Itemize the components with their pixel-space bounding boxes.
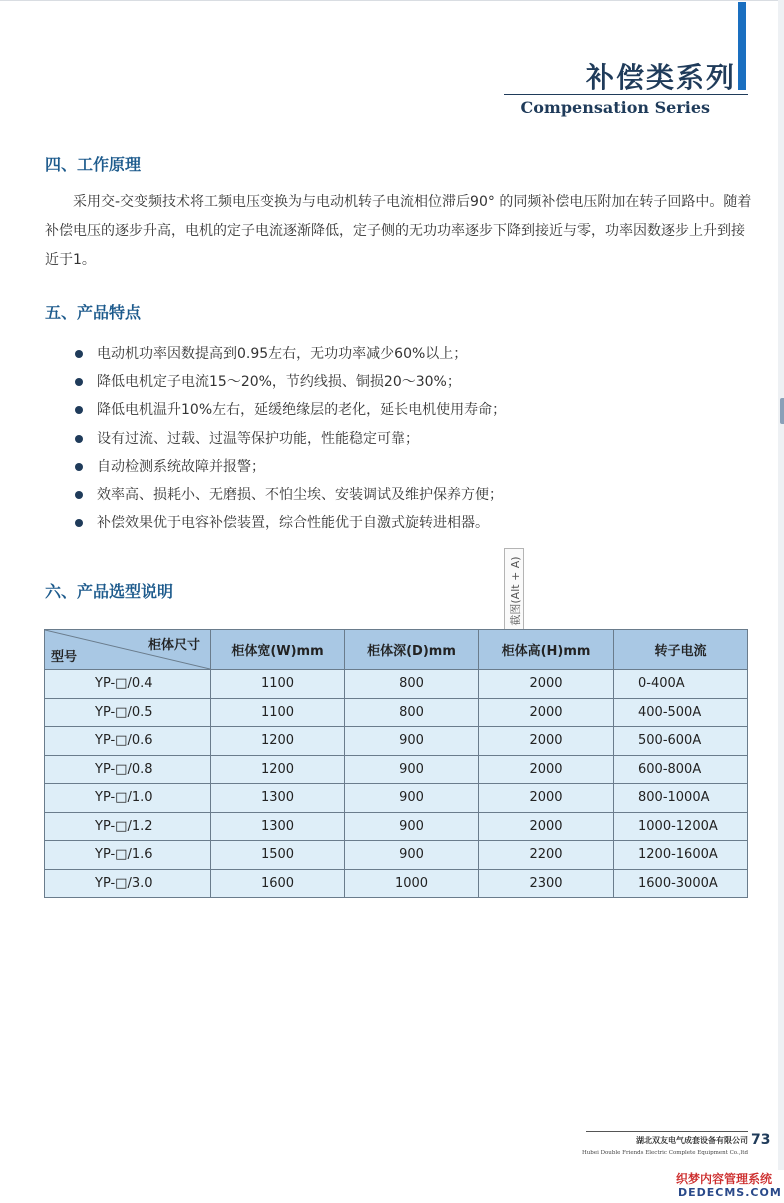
cell-model: YP-□/0.6 bbox=[45, 727, 211, 756]
top-border bbox=[0, 0, 784, 1]
feature-text: 效率高、损耗小、无磨损、不怕尘埃、安装调试及维护保养方便； bbox=[97, 486, 503, 503]
cell-height: 2000 bbox=[479, 784, 614, 813]
cell-model: YP-□/1.2 bbox=[45, 812, 211, 841]
table-row bbox=[45, 869, 748, 898]
cell-depth: 900 bbox=[345, 812, 479, 841]
header-depth: 柜体深(D)mm bbox=[345, 630, 479, 670]
cell-rotor-current: 1200-1600A bbox=[614, 841, 748, 870]
cell-rotor-current: 800-1000A bbox=[614, 784, 748, 813]
watermark-en: DEDECMS.COM bbox=[678, 1186, 782, 1199]
cell-depth: 800 bbox=[345, 670, 479, 699]
right-page-edge bbox=[778, 0, 784, 1203]
working-principle-paragraph: 采用交-交变频技术将工频电压变换为与电动机转子电流相位滞后90° 的同频补偿电压附加在转子回路中。随着补偿电压的逐步升高，电机的定子电流逐渐降低，定子侧的无功功率逐步下降到接近与零，功率因数逐步上升到接近于1。 bbox=[45, 194, 752, 268]
table-row bbox=[45, 670, 748, 699]
cell-width: 1200 bbox=[211, 727, 345, 756]
list-item bbox=[75, 453, 755, 481]
watermark-cn: 织梦内容管理系统 bbox=[676, 1172, 773, 1186]
cell-depth: 800 bbox=[345, 698, 479, 727]
cell-width: 1100 bbox=[211, 698, 345, 727]
bullet-icon bbox=[75, 435, 83, 443]
cell-model: YP-□/0.5 bbox=[45, 698, 211, 727]
screenshot-tooltip bbox=[504, 548, 524, 632]
cell-height: 2000 bbox=[479, 670, 614, 699]
selection-table bbox=[44, 629, 748, 898]
cell-height: 2000 bbox=[479, 812, 614, 841]
footer-company-cn: 湖北双友电气成套设备有限公司 bbox=[636, 1136, 748, 1145]
table-row bbox=[45, 812, 748, 841]
table-row bbox=[45, 727, 748, 756]
feature-text: 电动机功率因数提高到0.95左右，无功功率减少60%以上； bbox=[97, 346, 468, 362]
cell-width: 1300 bbox=[211, 784, 345, 813]
cell-depth: 1000 bbox=[345, 869, 479, 898]
cell-rotor-current: 600-800A bbox=[614, 755, 748, 784]
header-width: 柜体宽(W)mm bbox=[211, 630, 345, 670]
brand-accent-bar bbox=[738, 2, 746, 90]
tooltip-text: 截图(Alt + A) bbox=[509, 556, 522, 626]
cell-rotor-current: 1000-1200A bbox=[614, 812, 748, 841]
header-model: 型号 bbox=[51, 650, 78, 665]
page-edge-tab[interactable] bbox=[780, 398, 784, 424]
bullet-icon bbox=[75, 463, 83, 471]
cell-model: YP-□/3.0 bbox=[45, 869, 211, 898]
section-title-working-principle: 四、工作原理 bbox=[45, 155, 142, 174]
footer-rule bbox=[586, 1131, 748, 1132]
feature-text: 设有过流、过载、过温等保护功能，性能稳定可靠； bbox=[97, 430, 419, 447]
series-title-en: Compensation Series bbox=[520, 98, 710, 117]
section-title-product-features: 五、产品特点 bbox=[45, 303, 142, 322]
list-item bbox=[75, 340, 755, 368]
bullet-icon bbox=[75, 519, 83, 527]
page-number: 73 bbox=[751, 1132, 771, 1148]
list-item bbox=[75, 481, 755, 509]
cell-model: YP-□/0.4 bbox=[45, 670, 211, 699]
list-item bbox=[75, 425, 755, 453]
cell-width: 1200 bbox=[211, 755, 345, 784]
series-title-rule bbox=[504, 94, 748, 95]
list-item bbox=[75, 396, 755, 424]
cell-width: 1300 bbox=[211, 812, 345, 841]
footer-company-en: Hubei Double Friends Electric Complete Equipment Co.,ltd bbox=[581, 1150, 748, 1156]
table-row bbox=[45, 841, 748, 870]
cell-rotor-current: 1600-3000A bbox=[614, 869, 748, 898]
cell-height: 2000 bbox=[479, 727, 614, 756]
table-row bbox=[45, 698, 748, 727]
cell-depth: 900 bbox=[345, 727, 479, 756]
cell-width: 1600 bbox=[211, 869, 345, 898]
header-corner-cell bbox=[45, 630, 211, 670]
list-item bbox=[75, 368, 755, 396]
feature-text: 自动检测系统故障并报警； bbox=[97, 458, 265, 475]
site-watermark bbox=[674, 1170, 784, 1203]
cell-model: YP-□/0.8 bbox=[45, 755, 211, 784]
header-height: 柜体高(H)mm bbox=[479, 630, 614, 670]
bullet-icon bbox=[75, 350, 83, 358]
header-rotor-current: 转子电流 bbox=[614, 630, 748, 670]
feature-text: 降低电机温升10%左右，延缓绝缘层的老化，延长电机使用寿命； bbox=[97, 402, 507, 419]
feature-text: 降低电机定子电流15～20%，节约线损、铜损20～30%； bbox=[97, 374, 461, 391]
series-title: 补偿类系列 bbox=[585, 61, 736, 94]
section-title-selection-guide: 六、产品选型说明 bbox=[45, 582, 174, 601]
table-row bbox=[45, 784, 748, 813]
bullet-icon bbox=[75, 406, 83, 414]
feature-text: 补偿效果优于电容补偿装置，综合性能优于自激式旋转进相器。 bbox=[97, 515, 489, 532]
cell-model: YP-□/1.0 bbox=[45, 784, 211, 813]
cell-rotor-current: 400-500A bbox=[614, 698, 748, 727]
cell-height: 2000 bbox=[479, 755, 614, 784]
cell-width: 1500 bbox=[211, 841, 345, 870]
list-item bbox=[75, 509, 755, 537]
table-row bbox=[45, 755, 748, 784]
cell-rotor-current: 500-600A bbox=[614, 727, 748, 756]
feature-list bbox=[75, 340, 755, 537]
table-header-row bbox=[45, 630, 748, 670]
cell-model: YP-□/1.6 bbox=[45, 841, 211, 870]
cell-depth: 900 bbox=[345, 755, 479, 784]
bullet-icon bbox=[75, 378, 83, 386]
cell-height: 2200 bbox=[479, 841, 614, 870]
cell-rotor-current: 0-400A bbox=[614, 670, 748, 699]
header-cabinet-size: 柜体尺寸 bbox=[147, 638, 200, 653]
cell-depth: 900 bbox=[345, 784, 479, 813]
bullet-icon bbox=[75, 491, 83, 499]
cell-height: 2300 bbox=[479, 869, 614, 898]
cell-width: 1100 bbox=[211, 670, 345, 699]
cell-depth: 900 bbox=[345, 841, 479, 870]
cell-height: 2000 bbox=[479, 698, 614, 727]
